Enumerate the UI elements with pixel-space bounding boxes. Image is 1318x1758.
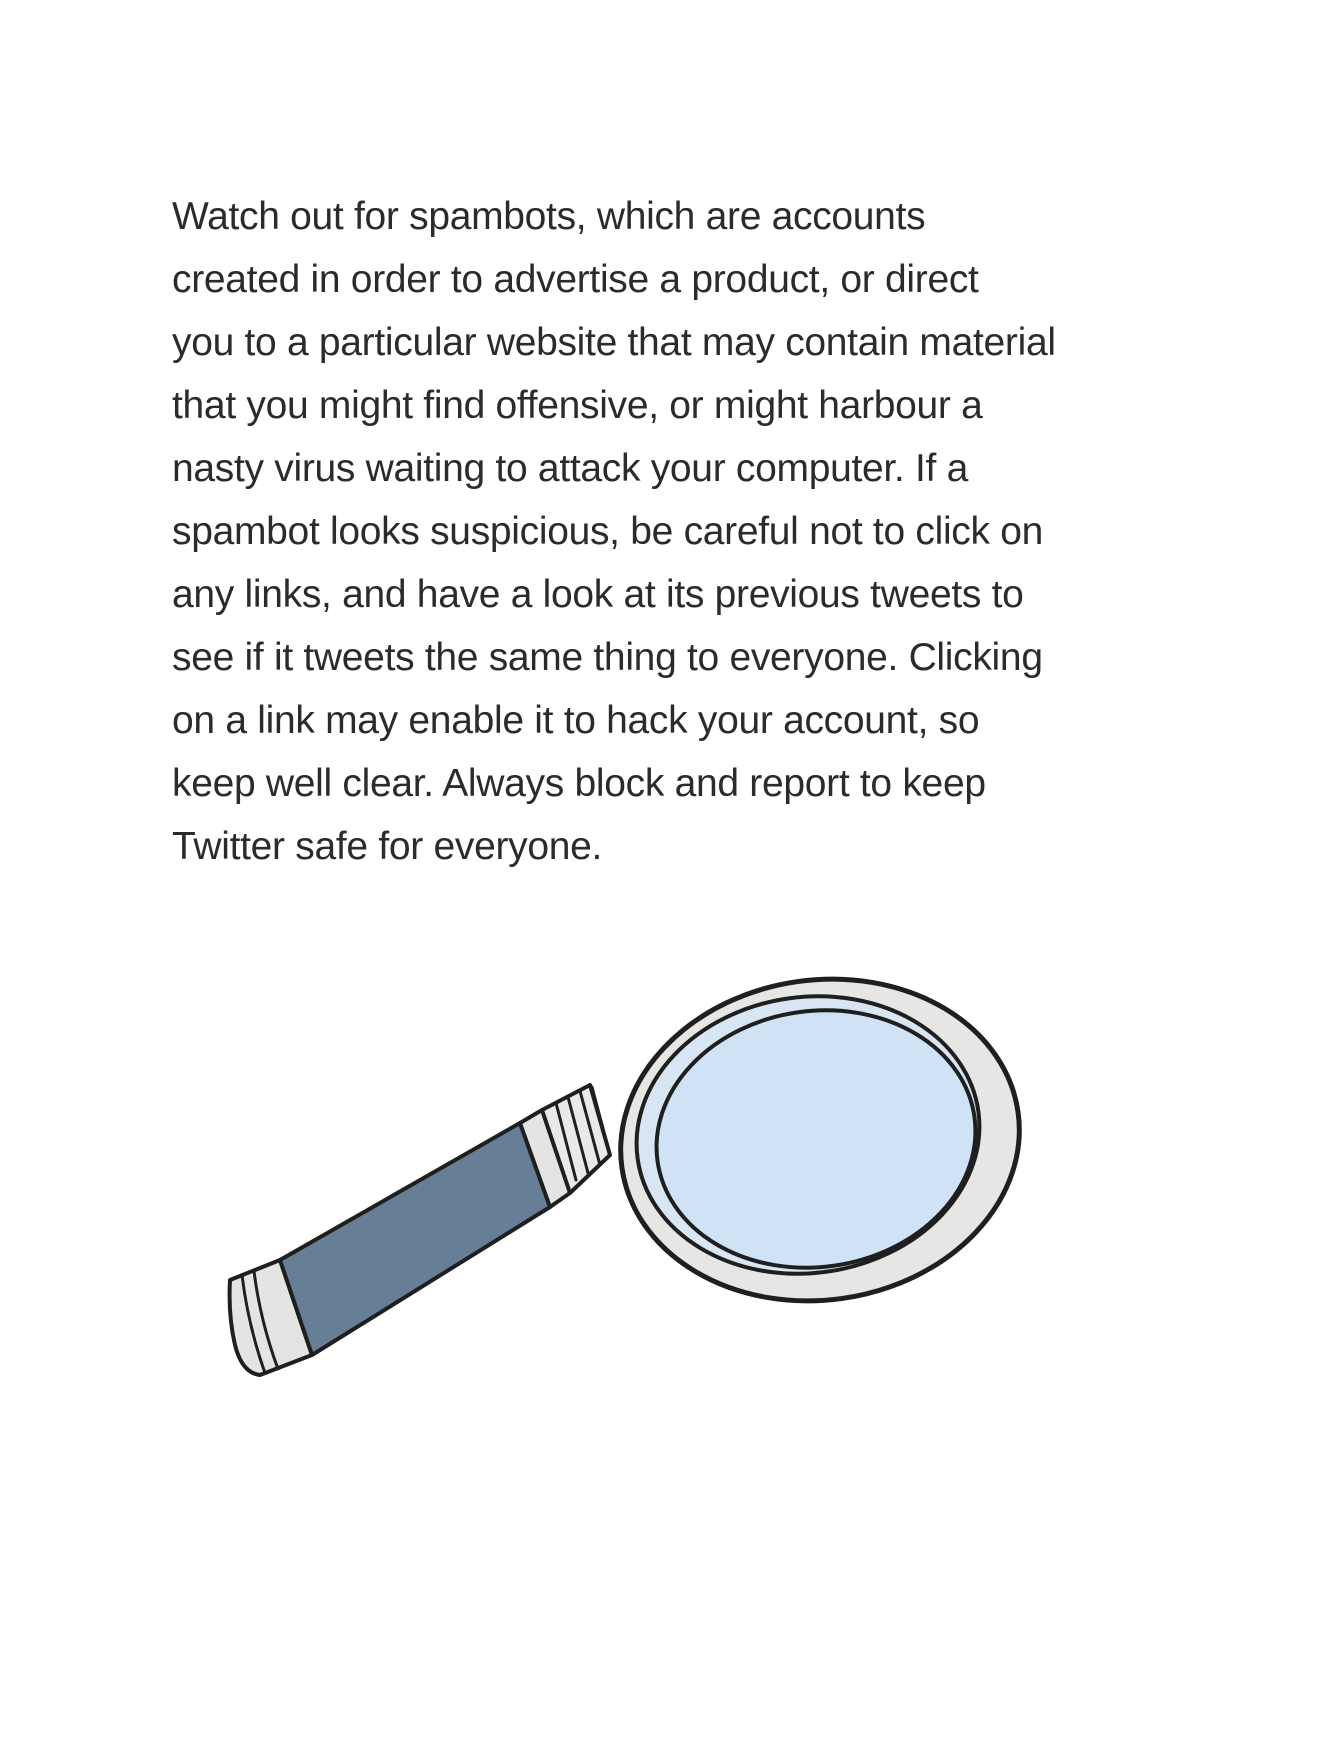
text-line: you to a particular website that may contain material <box>172 321 1056 364</box>
text-line: on a link may enable it to hack your account, so <box>172 699 980 742</box>
text-line: created in order to advertise a product, or direct <box>172 258 979 301</box>
text-line: Watch out for spambots, which are accounts <box>172 195 926 238</box>
handle <box>230 1085 610 1375</box>
text-line: spambot looks suspicious, be careful not to click on <box>172 510 1044 553</box>
body-paragraph <box>172 185 1132 878</box>
magnifying-glass-icon <box>220 975 1080 1475</box>
text-line: any links, and have a look at its previous tweets to <box>172 573 1024 616</box>
text-line: that you might find offensive, or might harbour a <box>172 384 983 427</box>
text-line: nasty virus waiting to attack your computer. If a <box>172 447 968 490</box>
text-line: Twitter safe for everyone. <box>172 825 603 868</box>
text-line: keep well clear. Always block and report to keep <box>172 762 986 805</box>
lens-frame <box>600 975 1041 1326</box>
text-line: see if it tweets the same thing to everyone. Clicking <box>172 636 1043 679</box>
